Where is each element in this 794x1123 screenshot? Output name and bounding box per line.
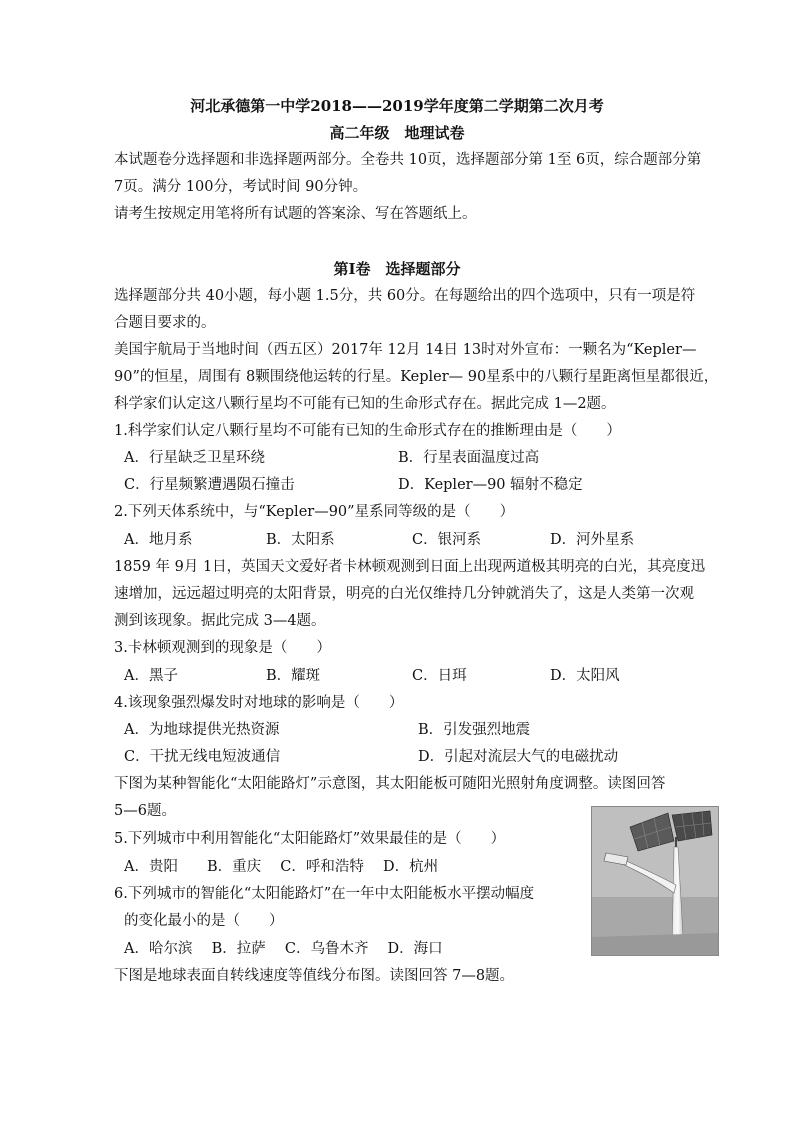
- passage-2-line-2: 速增加，远远超过明亮的太阳背景，明亮的白光仅维持几分钟就消失了，这是人类第一次观: [114, 586, 694, 602]
- question-4-option-a: A．为地球提供光热资源: [124, 722, 280, 738]
- intro-line-1: 本试题卷分选择题和非选择题两部分。全卷共 10页，选择题部分第 1至 6页，综合题部分第: [114, 152, 702, 168]
- question-4-option-d: D．引起对流层大气的电磁扰动: [418, 749, 619, 765]
- intro-line-2: 7页。满分 100分，考试时间 90分钟。: [114, 179, 368, 195]
- question-4-option-b: B．引发强烈地震: [418, 722, 531, 738]
- intro-line-3: 请考生按规定用笔将所有试题的答案涂、写在答题纸上。: [114, 206, 477, 222]
- question-1-option-a: A．行星缺乏卫星环绕: [124, 450, 265, 466]
- question-4-stem: 4.该现象强烈爆发时对地球的影响是（ ）: [114, 695, 404, 711]
- question-2-option-d: D．河外星系: [550, 532, 635, 548]
- solar-street-lamp-image: [591, 806, 719, 956]
- question-6-stem-1: 6.下列城市的智能化“太阳能路灯”在一年中太阳能板水平摆动幅度: [114, 886, 535, 902]
- question-3-option-a: A．黑子: [124, 668, 178, 684]
- exam-title: 河北承德第一中学2018——2019学年度第二学期第二次月考: [190, 97, 604, 115]
- question-4-option-c: C．干扰无线电短波通信: [124, 749, 281, 765]
- question-2-option-b: B．太阳系: [266, 532, 335, 548]
- passage-1-line-1: 美国宇航局于当地时间（西五区）2017年 12月 14日 13时对外宣布：一颗名为“Kepler—: [114, 342, 697, 358]
- question-6-stem-2: 的变化最小的是（ ）: [124, 913, 284, 929]
- passage-2-line-1: 1859 年 9月 1日，英国天文爱好者卡林顿观测到日面上出现两道极其明亮的白光，其亮度迅: [114, 559, 706, 575]
- passage-2-line-3: 测到该现象。据此完成 3—4题。: [114, 613, 326, 629]
- question-1-option-d: D．Kepler—90 辐射不稳定: [398, 477, 583, 493]
- section-desc-2: 合题目要求的。: [114, 315, 216, 331]
- question-5-options: A．贵阳 B．重庆 C．呼和浩特 D．杭州: [124, 859, 439, 875]
- question-3-stem: 3.卡林顿观测到的现象是（ ）: [114, 640, 331, 656]
- passage-1-line-3: 科学家们认定这八颗行星均不可能有已知的生命形式存在。据此完成 1—2题。: [114, 396, 616, 412]
- question-6-options: A．哈尔滨 B．拉萨 C．乌鲁木齐 D．海口: [124, 941, 443, 957]
- passage-1-line-2: 90”的恒星，周围有 8颗围绕他运转的行星。Kepler— 90星系中的八颗行星距离恒星都很近，: [114, 369, 719, 385]
- question-3-option-c: C．日珥: [412, 668, 467, 684]
- question-5-stem: 5.下列城市中利用智能化“太阳能路灯”效果最佳的是（ ）: [114, 831, 506, 847]
- solar-street-lamp-drawing: [592, 807, 718, 955]
- question-3-option-d: D．太阳风: [550, 668, 620, 684]
- exam-subtitle: 高二年级 地理试卷: [329, 124, 465, 142]
- question-2-stem: 2.下列天体系统中，与“Kepler—90”星系同等级的是（ ）: [114, 504, 515, 520]
- passage-3-line-2: 5—6题。: [114, 803, 176, 819]
- question-1-option-b: B．行星表面温度过高: [398, 450, 540, 466]
- section-title: 第Ⅰ卷 选择题部分: [333, 260, 461, 278]
- question-2-option-c: C．银河系: [412, 532, 482, 548]
- question-3-option-b: B．耀斑: [266, 668, 321, 684]
- question-1-option-c: C．行星频繁遭遇陨石撞击: [124, 477, 295, 493]
- section-desc-1: 选择题部分共 40小题，每小题 1.5分，共 60分。在每题给出的四个选项中，只有一项是符: [114, 288, 696, 304]
- passage-4-line-1: 下图是地球表面自转线速度等值线分布图。读图回答 7—8题。: [114, 968, 515, 984]
- question-1-stem: 1.科学家们认定八颗行星均不可能有已知的生命形式存在的推断理由是（ ）: [114, 423, 621, 439]
- question-2-option-a: A．地月系: [124, 532, 193, 548]
- passage-3-line-1: 下图为某种智能化“太阳能路灯”示意图，其太阳能板可随阳光照射角度调整。读图回答: [114, 776, 666, 792]
